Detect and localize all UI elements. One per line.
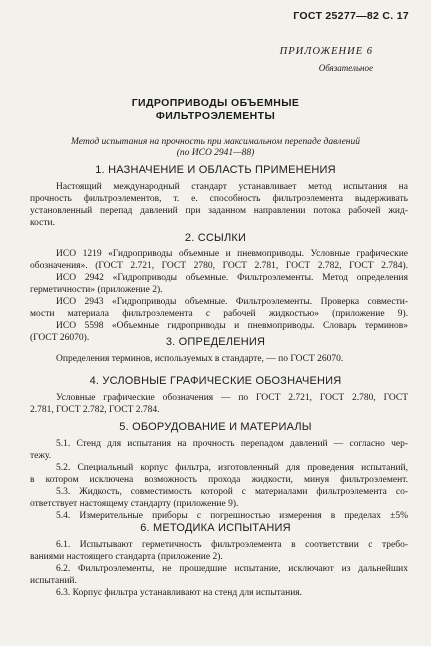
text-line: (ГОСТ 26070).	[30, 333, 90, 343]
document-title-line2: ФИЛЬТРОЭЛЕМЕНТЫ	[155, 110, 276, 122]
appendix-label: ПРИЛОЖЕНИЕ 6	[279, 46, 373, 57]
text-line: Определения терминов, используемых в стандарте, — по ГОСТ 26070.	[56, 354, 344, 364]
text-line: 6.3. Корпус фильтра устанавливают на стенд для испытания.	[56, 588, 303, 598]
section-4-heading: 4. УСЛОВНЫЕ ГРАФИЧЕСКИЕ ОБОЗНАЧЕНИЯ	[89, 375, 342, 387]
text-line: установленный перепад давлений при заданном направлении потока рабочей жид-	[30, 206, 408, 216]
appendix-status: Обязательное	[318, 63, 373, 73]
text-line: ИСО 2942 «Гидроприводы объемные. Фильтроэлементы. Метод определения	[56, 273, 408, 283]
section-5-heading: 5. ОБОРУДОВАНИЕ И МАТЕРИАЛЫ	[119, 421, 312, 433]
document-reference: ГОСТ 25277—82 С. 17	[293, 10, 409, 22]
text-line: 5.1. Стенд для испытания на прочность перепадом давлений — согласно чер-	[56, 439, 408, 449]
text-line: ИСО 5598 «Объемные гидроприводы и пневмоприводы. Словарь терминов»	[56, 321, 408, 331]
text-line: в котором исключена возможность прохода жидкости, минуя фильтроэлемент.	[30, 475, 408, 485]
section-3-body	[30, 353, 408, 365]
text-line: тежу.	[30, 451, 52, 461]
text-line: ваниями настоящего стандарта (приложение 2).	[30, 552, 223, 562]
section-3-heading: 3. ОПРЕДЕЛЕНИЯ	[165, 336, 266, 348]
document-title-line1: ГИДРОПРИВОДЫ ОБЪЕМНЫЕ	[131, 97, 300, 109]
text-line: обозначения». (ГОСТ 2.721, ГОСТ 2780, ГОСТ 2.781, ГОСТ 2.782, ГОСТ 2.784).	[30, 261, 408, 271]
text-line: мости материала фильтроэлемента с рабочей жидкостью» (приложение 9).	[30, 309, 408, 319]
section-4-body	[30, 392, 408, 416]
section-5-body	[30, 438, 408, 522]
text-line: кости.	[30, 218, 55, 228]
section-6-heading: 6. МЕТОДИКА ИСПЫТАНИЯ	[140, 522, 291, 534]
text-line: Условные графические обозначения — по ГОСТ 2.721, ГОСТ 2.780, ГОСТ	[56, 393, 408, 403]
section-2-heading: 2. ССЫЛКИ	[184, 232, 247, 244]
section-1-body	[30, 181, 408, 229]
text-line: 6.1. Испытывают герметичность фильтроэлемента в соответствии с требо-	[56, 540, 408, 550]
section-6-body	[30, 539, 408, 599]
text-line: ответствует настоящему стандарту (приложение 9).	[30, 499, 239, 509]
section-1-heading: 1. НАЗНАЧЕНИЕ И ОБЛАСТЬ ПРИМЕНЕНИЯ	[95, 164, 336, 176]
text-line: 5.4. Измерительные приборы с погрешностью измерения в пределах ±5%	[56, 511, 408, 521]
text-line: 5.2. Специальный корпус фильтра, изготовленный для проведения испытаний,	[56, 463, 408, 473]
text-line: ИСО 1219 «Гидроприводы объемные и пневмоприводы. Условные графические	[56, 249, 408, 259]
text-line: ИСО 2943 «Гидроприводы объемные. Фильтроэлементы. Проверка совмести-	[56, 297, 408, 307]
text-line: 2.781, ГОСТ 2.782, ГОСТ 2.784.	[30, 405, 160, 415]
text-line: 5.3. Жидкость, совместимость которой с материалами фильтроэлемента со-	[56, 487, 408, 497]
text-line: 6.2. Фильтроэлементы, не прошедшие испытание, исключают из дальнейших	[56, 564, 408, 574]
section-2-body	[30, 248, 408, 344]
text-line: герметичности» (приложение 2).	[30, 285, 163, 295]
text-line: испытаний.	[30, 576, 77, 586]
text-line: Настоящий международный стандарт устанавливает метод испытания на	[56, 182, 408, 192]
document-subtitle-line2: (по ИСО 2941—88)	[176, 148, 255, 158]
text-line: прочность фильтроэлементов, т. е. способность фильтроэлемента выдерживать	[30, 194, 408, 204]
document-subtitle-line1: Метод испытания на прочность при максимальном перепаде давлений	[70, 137, 361, 147]
